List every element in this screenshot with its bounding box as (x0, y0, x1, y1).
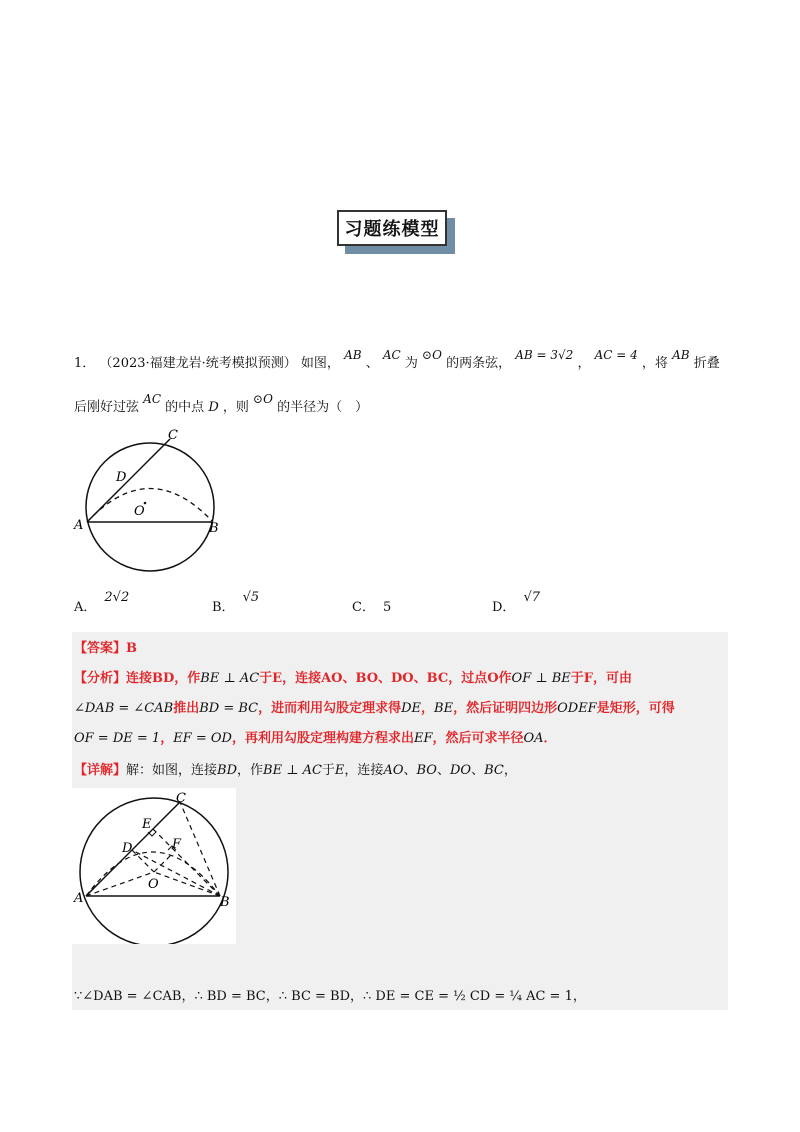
math: OA (523, 731, 544, 746)
option-a[interactable] (74, 590, 130, 615)
option-letter: B． (212, 600, 235, 615)
chord-ac-line (87, 439, 170, 522)
math: EF (413, 731, 433, 746)
point-d: D (208, 400, 219, 415)
math: ∠DAB = ∠CAB (74, 701, 174, 716)
detail-text: ，连接 (344, 763, 384, 778)
chord-ac: AC (143, 392, 162, 406)
question-number: 1． (74, 356, 96, 371)
answer-label: 【答案】B (74, 641, 137, 656)
question-text: 折叠 (693, 356, 720, 371)
question-text: 如图， (300, 356, 340, 371)
math: BE (434, 701, 454, 716)
figure-2-solution-diagram (72, 788, 236, 944)
math: BE ⊥ AC (200, 671, 260, 686)
label-b: B (209, 521, 219, 536)
analysis-text: ，进而利用勾股定理求得 (258, 701, 402, 716)
circle-o: ⊙O (422, 348, 442, 362)
segment-bd (132, 850, 220, 896)
option-value: 5 (382, 600, 392, 615)
option-value: √5 (242, 590, 260, 605)
folded-arc (87, 489, 213, 523)
analysis-text: ， (421, 701, 435, 716)
question-text: 后刚好过弦 (74, 400, 140, 415)
segment-be (152, 828, 220, 896)
label-c: C (168, 428, 178, 443)
option-letter: A． (74, 600, 97, 615)
option-value: 2√2 (104, 590, 130, 605)
analysis-text: 连接BD，作 (126, 671, 201, 686)
option-c[interactable] (352, 596, 391, 615)
separator: ， (577, 356, 591, 371)
math: OF ⊥ BE (511, 671, 571, 686)
circle (86, 443, 214, 571)
question-text: ，则 (222, 400, 249, 415)
math: ODEF (557, 701, 597, 716)
math: BE ⊥ AC (263, 763, 322, 778)
detail-text: 、 (436, 763, 450, 778)
question-line-1 (74, 348, 720, 373)
analysis-line-2 (74, 700, 675, 718)
equation-ab: AB = 3√2 (515, 348, 574, 362)
label-o: O (134, 504, 145, 519)
label-d: D (122, 841, 133, 856)
label-a: A (74, 518, 84, 533)
detail-text: 、 (471, 763, 485, 778)
detail-text: ， (503, 763, 517, 778)
label-c: C (176, 791, 186, 806)
analysis-text: 于F，可由 (570, 671, 632, 686)
detail-line-1 (74, 762, 517, 780)
figure-1-circle-diagram (70, 425, 230, 575)
detail-label: 【详解】 (74, 763, 127, 778)
detail-text: 解：如图，连接 (126, 763, 218, 778)
analysis-text: ，再利用勾股定理构建方程求出 (231, 731, 414, 746)
math: BD = BC (199, 701, 259, 716)
question-text: 为 (404, 356, 418, 371)
separator: 、 (365, 356, 379, 371)
circle-o: ⊙O (253, 392, 273, 406)
math: BC (484, 763, 504, 778)
math: BD (217, 763, 238, 778)
analysis-text: 是矩形，可得 (596, 701, 675, 716)
question-text: 的半径为（ ） (277, 400, 369, 415)
analysis-text: 推出 (173, 701, 200, 716)
question-text: ，将 (641, 356, 668, 371)
section-title: 习题练模型 (337, 210, 447, 246)
chord-ab: AB (344, 348, 362, 362)
option-value: √7 (523, 590, 540, 605)
segment-bc (180, 802, 220, 896)
segment-bo (154, 872, 220, 896)
label-a: A (74, 891, 84, 906)
math: DO (449, 763, 472, 778)
question-line-2 (74, 392, 369, 417)
option-b[interactable] (212, 590, 260, 615)
right-angle-e (148, 832, 156, 836)
section-title-box (337, 210, 455, 252)
analysis-text: ， (160, 731, 174, 746)
question-text: 的两条弦， (446, 356, 512, 371)
option-letter: D． (492, 600, 516, 615)
option-letter: C． (352, 600, 375, 615)
circle (80, 798, 228, 944)
answer-options (74, 592, 714, 622)
math: EF = OD (173, 731, 232, 746)
detail-text: 于 (321, 763, 335, 778)
math: AO (383, 763, 404, 778)
segment-ao (86, 872, 154, 896)
detail-text: ，作 (237, 763, 264, 778)
analysis-text: ，然后证明四边形 (453, 701, 558, 716)
analysis-text: ，然后可求半径 (432, 731, 524, 746)
chord-ab: AB (672, 348, 690, 362)
detail-last-line: ∵∠DAB = ∠CAB，∴ BD = BC，∴ BC = BD，∴ DE = CE = ½ CD = ¼ AC = 1， (74, 989, 586, 1004)
analysis-line-1 (74, 670, 632, 688)
label-o: O (148, 877, 159, 892)
chord-ac-line (86, 802, 180, 896)
analysis-line-3 (74, 730, 557, 748)
question-text: 的中点 (165, 400, 205, 415)
question-source: （2023·福建龙岩·统考模拟预测） (99, 356, 297, 371)
label-d: D (116, 470, 127, 485)
analysis-label: 【分析】 (74, 671, 127, 686)
label-e: E (142, 817, 152, 832)
detail-text: 、 (403, 763, 417, 778)
chord-ac: AC (382, 348, 401, 362)
math: E (334, 763, 345, 778)
equation-ac: AC = 4 (594, 348, 638, 362)
analysis-text: 于E，连接AO、BO、DO、BC，过点O作 (259, 671, 512, 686)
option-d[interactable] (492, 590, 540, 615)
math: DE (401, 701, 422, 716)
label-f: F (172, 837, 182, 852)
math: OF = DE = 1 (74, 731, 161, 746)
analysis-text: ． (543, 731, 557, 746)
label-b: B (220, 895, 230, 910)
math: BO (416, 763, 437, 778)
